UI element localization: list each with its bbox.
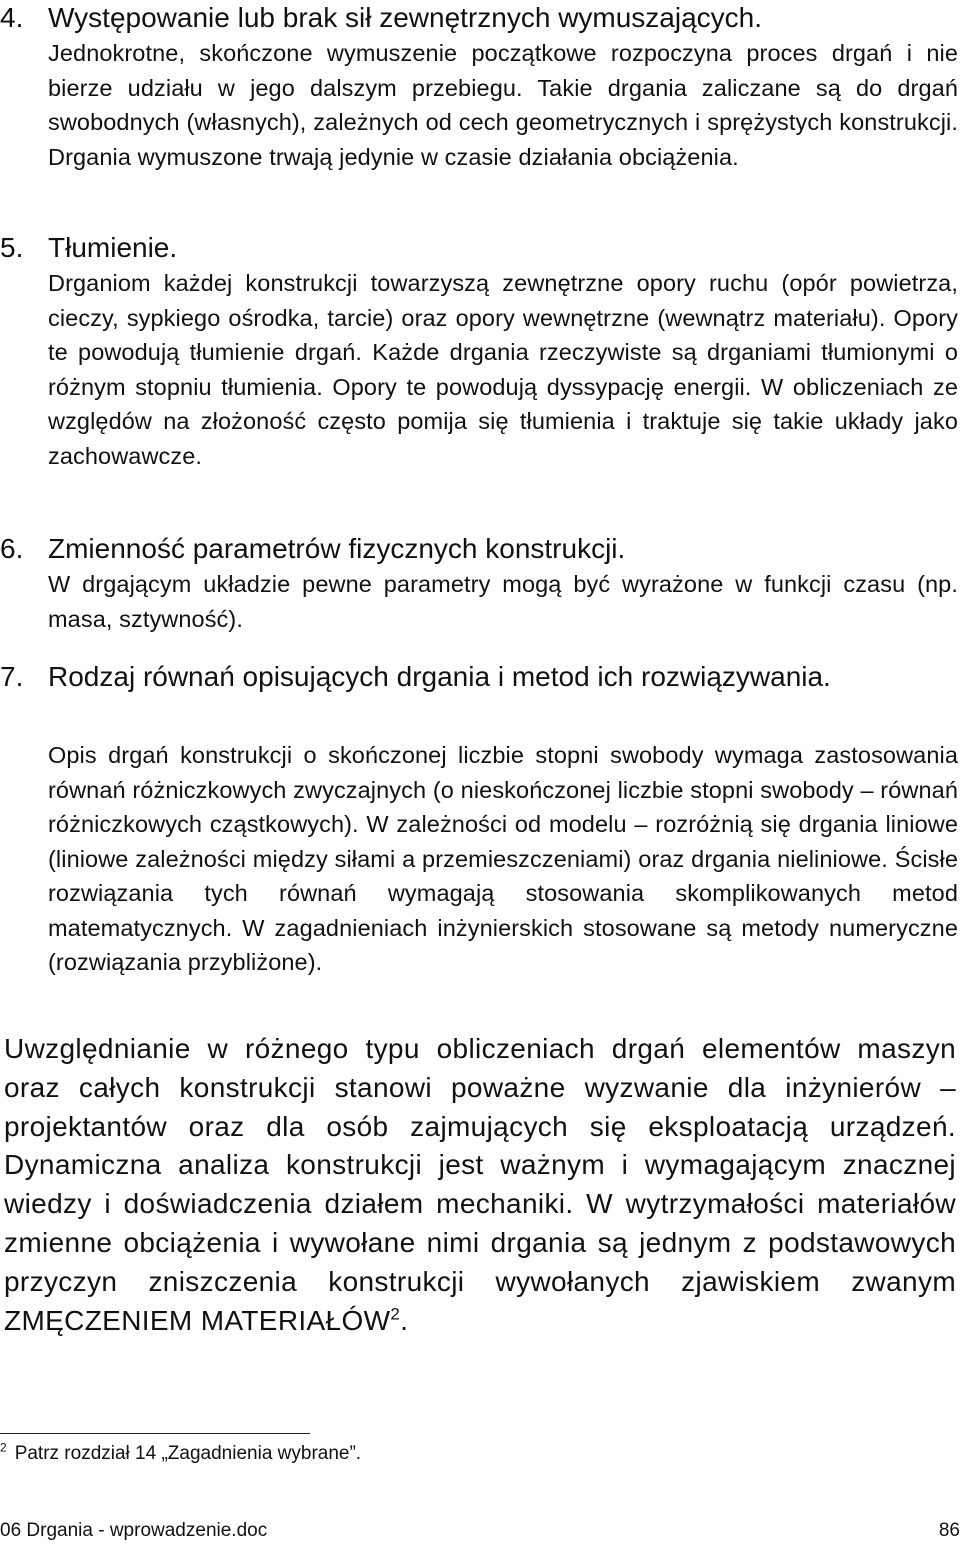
section-6 — [0, 531, 960, 636]
section-body: Opis drgań konstrukcji o skończonej liczbie stopni swobody wymaga zastosowania równań różniczkowych zwyczajnych (o nieskończonej liczbie stopni swobody – równań różniczkowych cząstkowych). W zależności od modelu – rozróżnią się drgania liniowe (liniowe zależności między siłami a przemieszczeniami) oraz drgania nieliniowe. Ścisłe rozwiązania tych równań wymagają stosowania skomplikowanych metod matematycznych. W zagadnieniach inżynierskich stosowane są metody numeryczne (rozwiązania przybliżone). — [48, 742, 958, 975]
footnote-divider — [0, 1433, 310, 1434]
section-body: Jednokrotne, skończone wymuszenie początkowe rozpoczyna proces drgań i nie bierze udziału w jego dalszym przebiegu. Takie drgania zaliczane są do drgań swobodnych (własnych), zależnych od cech geometrycznych i sprężystych konstrukcji. Drgania wymuszone trwają jedynie w czasie działania obciążenia. — [48, 40, 958, 170]
footnote — [0, 1442, 361, 1466]
section-heading — [0, 531, 960, 567]
section-7-heading — [0, 659, 960, 695]
section-heading — [0, 230, 960, 266]
footnote-marker: 2 — [0, 1440, 7, 1455]
section-body: Drganiom każdej konstrukcji towarzyszą zewnętrzne opory ruchu (opór powietrza, cieczy, sypkiego ośrodka, tarcie) oraz opory wewnętrzne (wewnątrz materiału). Opory te powodują tłumienie drgań. Każde drgania rzeczywiste są drganiami tłumionymi o różnym stopniu tłumienia. Opory te powodują dyssypację energii. W obliczeniach ze względów na złożoność często pomija się tłumienia i traktuje się takie układy jako zachowawcze. — [48, 270, 958, 469]
closing-paragraph-text: Uwzględnianie w różnego typu obliczeniach drgań elementów maszyn oraz całych konstrukcji stanowi poważne wyzwanie dla inżynierów – projektantów oraz dla osób zajmujących się eksploatacją urządzeń. Dynamiczna analiza konstrukcji jest ważnym i wymagającym znacznej wiedzy i doświadczenia działem mechaniki. W wytrzymałości materiałów zmienne obciążenia i wywołane nimi drgania są jednym z podstawowych przyczyn zniszczenia konstrukcji wywołanych zjawiskiem zwanym ZMĘCZENIEM MATERIAŁÓW — [4, 1033, 956, 1336]
footer-filename: 06 Drgania - wprowadzenie.doc — [0, 1520, 268, 1541]
section-7 — [0, 738, 960, 980]
section-title: Występowanie lub brak sił zewnętrznych wymuszających. — [48, 2, 763, 33]
section-number: 7. — [0, 661, 24, 692]
section-title: Zmienność parametrów fizycznych konstrukcji. — [48, 533, 626, 564]
footnote-reference[interactable]: 2 — [390, 1304, 401, 1324]
section-heading — [0, 0, 960, 36]
closing-paragraph — [4, 1030, 956, 1340]
section-5 — [0, 230, 960, 473]
section-title: Tłumienie. — [48, 232, 178, 263]
section-number: 6. — [0, 533, 24, 564]
footnote-text: Patrz rozdział 14 „Zagadnienia wybrane”. — [14, 1443, 362, 1464]
section-4 — [0, 0, 960, 174]
section-title: Rodzaj równań opisujących drgania i metod ich rozwiązywania. — [48, 661, 831, 692]
section-number: 5. — [0, 232, 24, 263]
section-number: 4. — [0, 2, 24, 33]
section-body: W drgającym układzie pewne parametry mogą być wyrażone w funkcji czasu (np. masa, sztywność). — [48, 571, 958, 632]
footer-page-number: 86 — [938, 1520, 960, 1541]
closing-paragraph-end: . — [400, 1304, 409, 1336]
